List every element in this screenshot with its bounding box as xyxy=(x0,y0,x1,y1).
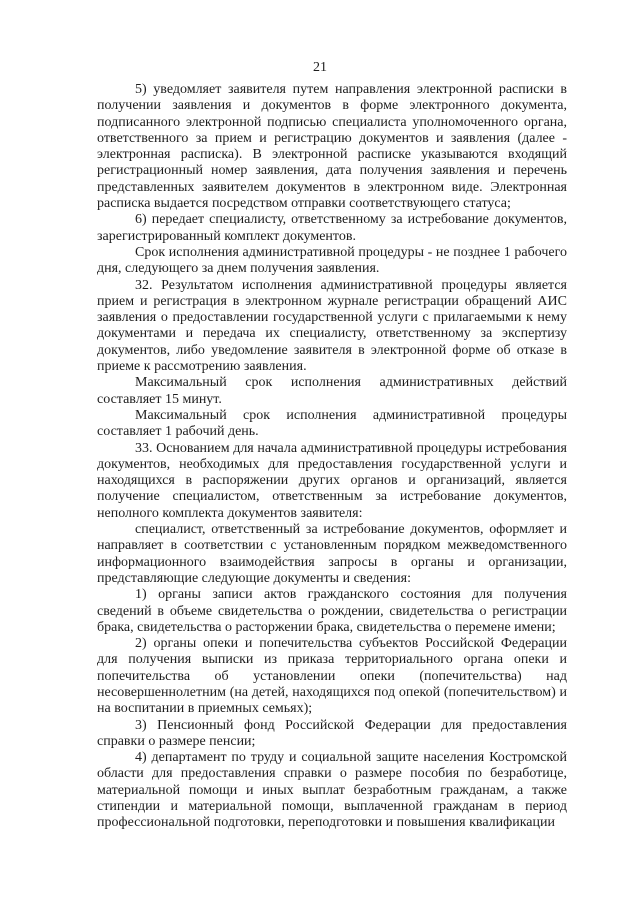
paragraph-deadline: Срок исполнения административной процедуры - не позднее 1 рабочего дня, следующего за днем получения заявления. xyxy=(97,244,567,277)
paragraph-max-action-time: Максимальный срок исполнения административных действий составляет 15 минут. xyxy=(97,375,567,407)
paragraph-item-5: 5) уведомляет заявителя путем направления электронной расписки в получении заявления и документов в форме электронного документа, подписанного электронной подписью специалиста уполномоченного органа, ответственного за прием и регистрацию документов и заявления (далее - электронная расписка). В электронной расписке указываются входящий регистрационный номер заявления, дата получения заявления и перечень представленных заявителем документов в электронном виде. Электронная расписка выдается посредством отправки соответствующего статуса; xyxy=(97,82,567,212)
paragraph-33: 33. Основанием для начала административной процедуры истребования документов, необходимых для предоставления государственной услуги и находящихся в распоряжении других органов и организаций, является получение специалистом, ответственным за истребование документов, неполного комплекта документов заявителя: xyxy=(97,440,567,521)
paragraph-max-procedure-time: Максимальный срок исполнения административной процедуры составляет 1 рабочий день. xyxy=(97,407,567,440)
list-item-2: 2) органы опеки и попечительства субъектов Российской Федерации для получения выписки из приказа территориального органа опеки и попечительства об установлении опеки (попечительства) над несовершеннолетним (на детей, находящихся под опекой (попечительством) и на воспитании в приемных семьях); xyxy=(97,636,567,717)
page-number: 21 xyxy=(313,60,327,75)
paragraph-32: 32. Результатом исполнения административной процедуры является прием и регистрация в электронном журнале регистрации обращений АИС заявления о предоставлении государственной услуги с прилагаемыми к нему документами и передача их специалисту, ответственному за экспертизу документов, либо уведомление заявителя в электронной форме об отказе в приеме к рассмотрению заявления. xyxy=(97,277,567,375)
list-item-4: 4) департамент по труду и социальной защите населения Костромской области для предоставления справки о размере пособия по безработице, материальной помощи и иных выплат безработным гражданам, а также стипендии и материальной помощи, выплаченной гражданам в период профессиональной подготовки, переподготовки и повышения квалификации xyxy=(97,750,567,831)
document-body xyxy=(97,82,567,832)
paragraph-specialist: специалист, ответственный за истребование документов, оформляет и направляет в соответствии с установленным порядком межведомственного информационного взаимодействия запросы в органы и организации, представляющие следующие документы и сведения: xyxy=(97,522,567,586)
paragraph-item-6: 6) передает специалисту, ответственному за истребование документов, зарегистрированный комплект документов. xyxy=(97,212,567,244)
list-item-3: 3) Пенсионный фонд Российской Федерации для предоставления справки о размере пенсии; xyxy=(97,717,567,749)
list-item-1: 1) органы записи актов гражданского состояния для получения сведений в объеме свидетельства о рождении, свидетельства о регистрации брака, свидетельства о расторжении брака, свидетельства о перемене имени; xyxy=(97,587,567,635)
